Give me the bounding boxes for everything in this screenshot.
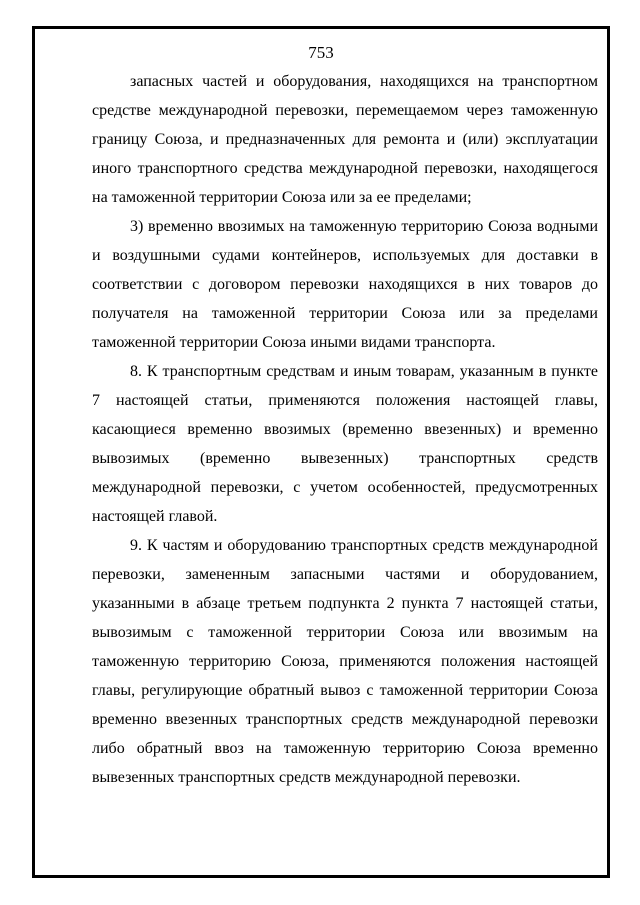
document-body: [92, 67, 598, 792]
paragraph-continuation: запасных частей и оборудования, находящихся на транспортном средстве международной перевозки, перемещаемом через таможенную границу Союза, и предназначенных для ремонта и (или) эксплуатации иного транспортного средства международной перевозки, находящегося на таможенной территории Союза или за ее пределами;: [92, 73, 598, 206]
page-number: 753: [308, 43, 334, 62]
paragraph-item-8: 8. К транспортным средствам и иным товарам, указанным в пункте 7 настоящей статьи, применяются положения настоящей главы, касающиеся временно ввозимых (временно ввезенных) и временно вывозимых (временно вывезенных) транспортных средств международной перевозки, с учетом особенностей, предусмотренных настоящей главой.: [92, 363, 598, 525]
paragraph-subitem-3: 3) временно ввозимых на таможенную территорию Союза водными и воздушными судами контейнеров, используемых для доставки в соответствии с договором перевозки находящихся в них товаров до получателя на таможенной территории Союза или за пределами таможенной территории Союза иными видами транспорта.: [92, 218, 598, 351]
page-frame: [32, 26, 610, 878]
paragraph-item-9: 9. К частям и оборудованию транспортных средств международной перевозки, замененным запасными частями и оборудованием, указанными в абзаце третьем подпункта 2 пункта 7 настоящей статьи, вывозимым с таможенной территории Союза или ввозимым на таможенную территорию Союза, применяются положения настоящей главы, регулирующие обратный вывоз с таможенной территории Союза временно ввезенных транспортных средств международной перевозки либо обратный ввоз на таможенную территорию Союза временно вывезенных транспортных средств международной перевозки.: [92, 537, 598, 786]
